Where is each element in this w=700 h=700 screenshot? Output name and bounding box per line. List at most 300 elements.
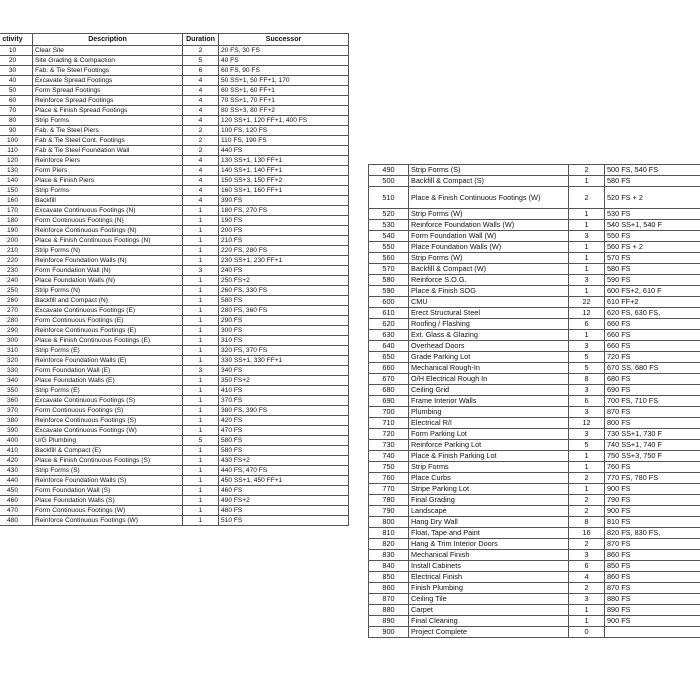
cell-successor: 620 FS, 630 FS, <box>605 308 700 319</box>
cell-duration: 2 <box>183 126 219 136</box>
cell-activity: 670 <box>369 374 409 385</box>
cell-description: Strip Forms (N) <box>33 286 183 296</box>
cell-description: Form Continuous Footings (N) <box>33 216 183 226</box>
cell-successor: 430 FS+2 <box>219 456 349 466</box>
cell-successor: 750 SS+3, 750 F <box>605 451 700 462</box>
cell-successor: 510 FS <box>219 516 349 526</box>
cell-activity: 290 <box>0 326 33 336</box>
cell-successor: 490 FS+2 <box>219 496 349 506</box>
cell-successor: 440 FS, 470 FS <box>219 466 349 476</box>
cell-description: Backfill & Compact (W) <box>409 264 569 275</box>
cell-successor: 810 FS <box>605 517 700 528</box>
cell-duration: 1 <box>569 605 605 616</box>
cell-activity: 380 <box>0 416 33 426</box>
cell-successor: 580 FS <box>605 264 700 275</box>
table-row <box>0 136 349 146</box>
cell-activity: 240 <box>0 276 33 286</box>
cell-activity: 780 <box>369 495 409 506</box>
table-row <box>0 186 349 196</box>
cell-duration: 3 <box>569 594 605 605</box>
cell-duration: 1 <box>183 426 219 436</box>
cell-successor: 130 SS+1, 130 FF+1 <box>219 156 349 166</box>
cell-successor: 250 FS+2 <box>219 276 349 286</box>
cell-activity: 840 <box>369 561 409 572</box>
cell-activity: 820 <box>369 539 409 550</box>
cell-duration: 2 <box>183 46 219 56</box>
cell-duration: 5 <box>183 56 219 66</box>
table-row <box>0 296 349 306</box>
cell-activity: 80 <box>0 116 33 126</box>
table-row <box>369 572 700 583</box>
cell-description: Backfill and Compact (N) <box>33 296 183 306</box>
cell-duration: 6 <box>183 66 219 76</box>
cell-successor: 140 SS+1, 140 FF+1 <box>219 166 349 176</box>
header-successor: Successor <box>219 34 349 46</box>
cell-duration: 4 <box>569 572 605 583</box>
cell-description: Clear Site <box>33 46 183 56</box>
cell-activity: 660 <box>369 363 409 374</box>
cell-successor: 580 FS <box>219 296 349 306</box>
cell-activity: 640 <box>369 341 409 352</box>
cell-successor: 450 SS+1, 450 FF+1 <box>219 476 349 486</box>
cell-successor: 320 FS, 370 FS <box>219 346 349 356</box>
table-row <box>369 528 700 539</box>
cell-activity: 550 <box>369 242 409 253</box>
cell-successor: 860 FS <box>605 550 700 561</box>
cell-successor: 680 FS <box>605 374 700 385</box>
cell-successor: 190 FS <box>219 216 349 226</box>
table-row <box>0 466 349 476</box>
cell-duration: 1 <box>183 326 219 336</box>
cell-description: Place Foundation Walls (E) <box>33 376 183 386</box>
cell-description: Strip Forms (E) <box>33 346 183 356</box>
cell-description: Form Foundation Wall (N) <box>33 266 183 276</box>
cell-activity: 280 <box>0 316 33 326</box>
cell-successor: 220 FS, 280 FS <box>219 246 349 256</box>
cell-successor: 870 FS <box>605 539 700 550</box>
table-row <box>369 330 700 341</box>
cell-duration: 1 <box>183 346 219 356</box>
cell-successor: 540 SS+1, 540 F <box>605 220 700 231</box>
cell-description: Carpet <box>409 605 569 616</box>
table-row <box>0 46 349 56</box>
cell-activity: 190 <box>0 226 33 236</box>
cell-successor: 40 FS <box>219 56 349 66</box>
table-row <box>0 386 349 396</box>
header-row <box>0 34 349 46</box>
cell-description: Form Parking Lot <box>409 429 569 440</box>
cell-duration: 1 <box>183 376 219 386</box>
cell-successor: 460 FS <box>219 486 349 496</box>
table-row <box>369 506 700 517</box>
cell-successor: 390 FS <box>219 196 349 206</box>
cell-duration: 16 <box>569 528 605 539</box>
cell-duration: 1 <box>183 226 219 236</box>
cell-activity: 900 <box>369 627 409 638</box>
cell-duration: 3 <box>569 550 605 561</box>
cell-description: Reinforce Spread Footings <box>33 96 183 106</box>
cell-activity: 100 <box>0 136 33 146</box>
cell-successor: 610 FF+2 <box>605 297 700 308</box>
cell-description: Form Foundation Wall (E) <box>33 366 183 376</box>
cell-description: Plumbing <box>409 407 569 418</box>
table-row <box>0 86 349 96</box>
cell-activity: 730 <box>369 440 409 451</box>
cell-successor: 290 FS <box>219 316 349 326</box>
cell-description: Place & Finish SOG <box>409 286 569 297</box>
table-row <box>0 206 349 216</box>
cell-successor: 260 FS, 330 FS <box>219 286 349 296</box>
cell-successor: 160 SS+1, 160 FF+1 <box>219 186 349 196</box>
cell-duration: 4 <box>183 86 219 96</box>
cell-description: Reinforce Piers <box>33 156 183 166</box>
cell-description: Reinforce S.O.G. <box>409 275 569 286</box>
cell-description: Excavate Continuous Footings (E) <box>33 306 183 316</box>
cell-description: Excavate Continuous Footings (W) <box>33 426 183 436</box>
table-row <box>369 242 700 253</box>
cell-successor: 570 FS <box>605 253 700 264</box>
table-row <box>0 446 349 456</box>
cell-activity: 580 <box>369 275 409 286</box>
cell-activity: 790 <box>369 506 409 517</box>
cell-activity: 430 <box>0 466 33 476</box>
table-row <box>0 66 349 76</box>
cell-duration: 1 <box>183 516 219 526</box>
cell-duration: 4 <box>183 106 219 116</box>
cell-description: Stripe Parking Lot <box>409 484 569 495</box>
cell-successor: 480 FS <box>219 506 349 516</box>
cell-successor: 730 SS+1, 730 F <box>605 429 700 440</box>
table-row <box>0 436 349 446</box>
cell-successor: 150 SS+3, 150 FF+2 <box>219 176 349 186</box>
table-row <box>0 476 349 486</box>
cell-activity: 220 <box>0 256 33 266</box>
cell-duration: 1 <box>569 264 605 275</box>
cell-duration: 1 <box>183 306 219 316</box>
cell-activity: 540 <box>369 231 409 242</box>
cell-duration: 2 <box>569 187 605 209</box>
cell-activity: 130 <box>0 166 33 176</box>
table-row <box>0 266 349 276</box>
cell-activity: 210 <box>0 246 33 256</box>
cell-description: Final Cleaning <box>409 616 569 627</box>
cell-description: Place & Finish Parking Lot <box>409 451 569 462</box>
cell-activity: 450 <box>0 486 33 496</box>
table-row <box>0 156 349 166</box>
cell-successor: 300 FS <box>219 326 349 336</box>
cell-description: Frame Interior Walls <box>409 396 569 407</box>
cell-activity: 320 <box>0 356 33 366</box>
cell-description: Finish Plumbing <box>409 583 569 594</box>
table-row <box>369 319 700 330</box>
cell-duration: 1 <box>183 466 219 476</box>
table-row <box>0 246 349 256</box>
cell-activity: 760 <box>369 473 409 484</box>
cell-description: Electrical Finish <box>409 572 569 583</box>
cell-successor: 410 FS <box>219 386 349 396</box>
cell-successor: 740 SS+1, 740 F <box>605 440 700 451</box>
cell-description: Strip Forms <box>409 462 569 473</box>
cell-duration: 1 <box>569 176 605 187</box>
cell-description: Fab. & Tie Steel Piers <box>33 126 183 136</box>
table-row <box>0 416 349 426</box>
cell-successor: 60 SS+1, 60 FF+1 <box>219 86 349 96</box>
cell-description: Place Foundation Walls (N) <box>33 276 183 286</box>
cell-description: Float, Tape and Paint <box>409 528 569 539</box>
table-row <box>0 516 349 526</box>
table-row <box>369 209 700 220</box>
cell-successor: 800 FS <box>605 418 700 429</box>
table-row <box>0 486 349 496</box>
cell-duration: 0 <box>569 627 605 638</box>
cell-duration: 1 <box>183 396 219 406</box>
table-row <box>369 308 700 319</box>
cell-duration: 4 <box>183 116 219 126</box>
cell-duration: 1 <box>569 451 605 462</box>
table-row <box>369 253 700 264</box>
cell-activity: 510 <box>369 187 409 209</box>
cell-activity: 90 <box>0 126 33 136</box>
cell-successor: 660 FS <box>605 319 700 330</box>
table-row <box>369 550 700 561</box>
cell-duration: 1 <box>183 336 219 346</box>
cell-activity: 600 <box>369 297 409 308</box>
cell-successor: 520 FS + 2 <box>605 187 700 209</box>
cell-description: U/G Plumbing <box>33 436 183 446</box>
cell-description: Excavate Continuous Footings (N) <box>33 206 183 216</box>
cell-successor: 180 FS, 270 FS <box>219 206 349 216</box>
cell-description: Overhead Doors <box>409 341 569 352</box>
cell-successor: 580 FS <box>219 436 349 446</box>
cell-successor <box>605 627 700 638</box>
cell-description: Reinforce Continuous Footings (E) <box>33 326 183 336</box>
cell-activity: 30 <box>0 66 33 76</box>
table-row <box>0 146 349 156</box>
cell-description: O/H Electrical Rough In <box>409 374 569 385</box>
cell-successor: 340 FS <box>219 366 349 376</box>
cell-activity: 440 <box>0 476 33 486</box>
cell-duration: 8 <box>569 374 605 385</box>
cell-activity: 590 <box>369 286 409 297</box>
table-row <box>369 583 700 594</box>
cell-duration: 4 <box>183 96 219 106</box>
table-row <box>369 363 700 374</box>
cell-successor: 660 FS <box>605 330 700 341</box>
cell-duration: 1 <box>569 220 605 231</box>
cell-description: Strip Forms <box>33 116 183 126</box>
cell-activity: 40 <box>0 76 33 86</box>
cell-description: Reinforce Foundation Walls (N) <box>33 256 183 266</box>
cell-duration: 1 <box>183 476 219 486</box>
cell-description: Place Foundation Walls (W) <box>409 242 569 253</box>
cell-description: Strip Forms (E) <box>33 386 183 396</box>
table-row <box>369 561 700 572</box>
cell-activity: 300 <box>0 336 33 346</box>
cell-description: Electrical R/I <box>409 418 569 429</box>
header-activity: ctivity <box>0 34 33 46</box>
cell-activity: 230 <box>0 266 33 276</box>
cell-successor: 370 FS <box>219 396 349 406</box>
cell-description: Backfill <box>33 196 183 206</box>
cell-activity: 520 <box>369 209 409 220</box>
cell-description: Form Continuous Footings (W) <box>33 506 183 516</box>
cell-activity: 740 <box>369 451 409 462</box>
cell-duration: 2 <box>569 165 605 176</box>
cell-activity: 370 <box>0 406 33 416</box>
cell-activity: 480 <box>0 516 33 526</box>
cell-activity: 180 <box>0 216 33 226</box>
cell-duration: 3 <box>183 266 219 276</box>
cell-activity: 720 <box>369 429 409 440</box>
cell-duration: 3 <box>183 366 219 376</box>
cell-successor: 20 FS, 30 FS <box>219 46 349 56</box>
table-row <box>0 126 349 136</box>
cell-description: Form Piers <box>33 166 183 176</box>
cell-successor: 560 FS + 2 <box>605 242 700 253</box>
cell-successor: 600 FS+2, 610 F <box>605 286 700 297</box>
table-row <box>0 76 349 86</box>
table-row <box>0 346 349 356</box>
table-row <box>369 407 700 418</box>
cell-successor: 380 FS, 390 FS <box>219 406 349 416</box>
cell-description: CMU <box>409 297 569 308</box>
cell-activity: 690 <box>369 396 409 407</box>
cell-duration: 2 <box>569 539 605 550</box>
table-row <box>0 356 349 366</box>
cell-successor: 590 FS <box>605 275 700 286</box>
cell-duration: 5 <box>569 352 605 363</box>
cell-successor: 700 FS, 710 FS <box>605 396 700 407</box>
cell-successor: 230 SS+1, 230 FF+1 <box>219 256 349 266</box>
cell-duration: 1 <box>183 286 219 296</box>
cell-duration: 1 <box>183 456 219 466</box>
table-row <box>0 166 349 176</box>
cell-duration: 1 <box>569 330 605 341</box>
cell-activity: 410 <box>0 446 33 456</box>
cell-activity: 140 <box>0 176 33 186</box>
cell-activity: 870 <box>369 594 409 605</box>
table-row <box>369 462 700 473</box>
table-row <box>369 176 700 187</box>
cell-duration: 2 <box>569 583 605 594</box>
cell-activity: 700 <box>369 407 409 418</box>
cell-successor: 280 FS, 360 FS <box>219 306 349 316</box>
table-row <box>369 374 700 385</box>
table-row <box>369 539 700 550</box>
cell-successor: 690 FS <box>605 385 700 396</box>
cell-activity: 110 <box>0 146 33 156</box>
cell-successor: 50 SS+1, 50 FF+1, 170 <box>219 76 349 86</box>
cell-description: Hang & Trim Interior Doors <box>409 539 569 550</box>
cell-successor: 670 SS, 680 FS <box>605 363 700 374</box>
cell-successor: 860 FS <box>605 572 700 583</box>
cell-duration: 2 <box>569 506 605 517</box>
cell-duration: 4 <box>183 156 219 166</box>
cell-successor: 330 SS+1, 330 FF+1 <box>219 356 349 366</box>
cell-duration: 6 <box>569 319 605 330</box>
cell-successor: 500 FS, 540 FS <box>605 165 700 176</box>
activity-table-left <box>0 33 349 526</box>
cell-description: Fab. & Tie Steel Footings <box>33 66 183 76</box>
cell-activity: 150 <box>0 186 33 196</box>
cell-description: Place & Finish Continuous Footings (N) <box>33 236 183 246</box>
header-duration: Duration <box>183 34 219 46</box>
cell-duration: 4 <box>183 76 219 86</box>
cell-description: Form Continuous Footings (S) <box>33 406 183 416</box>
cell-successor: 760 FS <box>605 462 700 473</box>
cell-successor: 660 FS <box>605 341 700 352</box>
cell-successor: 100 FS, 120 FS <box>219 126 349 136</box>
table-row <box>0 396 349 406</box>
cell-activity: 810 <box>369 528 409 539</box>
cell-activity: 340 <box>0 376 33 386</box>
cell-description: Install Cabinets <box>409 561 569 572</box>
cell-duration: 3 <box>569 275 605 286</box>
cell-description: Reinforce Foundation Walls (W) <box>409 220 569 231</box>
cell-description: Excavate Spread Footings <box>33 76 183 86</box>
cell-duration: 2 <box>183 146 219 156</box>
cell-duration: 1 <box>183 206 219 216</box>
cell-duration: 1 <box>183 276 219 286</box>
cell-successor: 120 SS+1, 120 FF+1, 400 FS <box>219 116 349 126</box>
table-row <box>0 326 349 336</box>
cell-description: Reinforce Continuous Footings (S) <box>33 416 183 426</box>
table-row <box>369 220 700 231</box>
cell-activity: 620 <box>369 319 409 330</box>
cell-description: Place & Finish Continuous Footings (S) <box>33 456 183 466</box>
table-row <box>0 276 349 286</box>
cell-description: Place Foundation Walls (S) <box>33 496 183 506</box>
cell-successor: 80 SS+3, 80 FF+2 <box>219 106 349 116</box>
cell-description: Strip Forms (W) <box>409 253 569 264</box>
table-row <box>369 451 700 462</box>
table-row <box>0 366 349 376</box>
table-row <box>0 176 349 186</box>
cell-duration: 1 <box>183 246 219 256</box>
cell-activity: 830 <box>369 550 409 561</box>
cell-description: Strip Forms (N) <box>33 246 183 256</box>
cell-description: Excavate Continuous Footings (S) <box>33 396 183 406</box>
cell-activity: 120 <box>0 156 33 166</box>
cell-duration: 1 <box>183 386 219 396</box>
table-row <box>0 306 349 316</box>
cell-description: Place & Finish Spread Footings <box>33 106 183 116</box>
cell-duration: 1 <box>569 462 605 473</box>
cell-activity: 680 <box>369 385 409 396</box>
cell-successor: 900 FS <box>605 506 700 517</box>
cell-duration: 1 <box>183 256 219 266</box>
cell-duration: 1 <box>183 446 219 456</box>
cell-successor: 350 FS+2 <box>219 376 349 386</box>
cell-successor: 900 FS <box>605 616 700 627</box>
cell-description: Ceiling Tile <box>409 594 569 605</box>
cell-description: Place & Finish Continuous Footings (E) <box>33 336 183 346</box>
cell-duration: 1 <box>183 356 219 366</box>
cell-duration: 1 <box>183 416 219 426</box>
table-row <box>369 429 700 440</box>
cell-duration: 2 <box>183 136 219 146</box>
cell-duration: 4 <box>183 186 219 196</box>
cell-duration: 6 <box>569 561 605 572</box>
cell-activity: 530 <box>369 220 409 231</box>
cell-activity: 500 <box>369 176 409 187</box>
table-row <box>0 336 349 346</box>
cell-activity: 50 <box>0 86 33 96</box>
cell-description: Place Curbs <box>409 473 569 484</box>
cell-activity: 460 <box>0 496 33 506</box>
cell-activity: 570 <box>369 264 409 275</box>
cell-successor: 870 FS <box>605 407 700 418</box>
